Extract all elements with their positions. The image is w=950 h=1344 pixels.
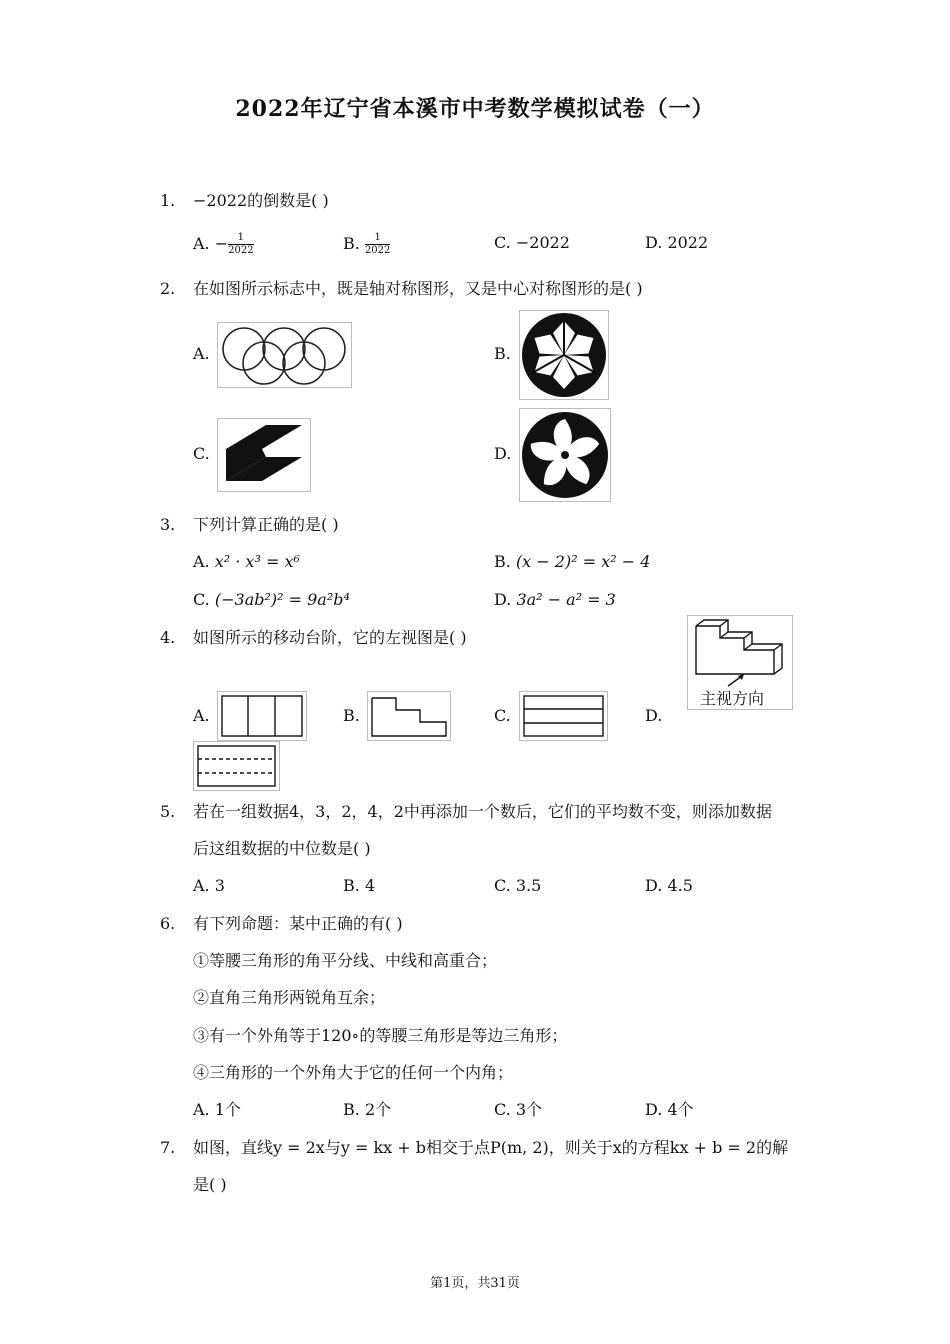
option-value: 1个 (214, 1100, 241, 1119)
option-c[interactable] (494, 1099, 542, 1121)
numerator: 1 (228, 232, 253, 245)
question-number: 5. (160, 802, 176, 821)
option-a[interactable] (193, 551, 300, 573)
question-number: 6. (160, 914, 176, 933)
option-value: 3.5 (515, 876, 542, 895)
option-d[interactable]: D. (494, 444, 512, 463)
option-label: B. (343, 876, 360, 895)
question-number: 4. (160, 628, 176, 647)
page-title: 2022年辽宁省本溪市中考数学模拟试卷（一） (235, 96, 715, 122)
option-value: 4 (364, 876, 376, 895)
numerator: 1 (365, 232, 390, 245)
proposition-item: ④三角形的一个外角大于它的任何一个内角； (193, 1063, 514, 1082)
option-label: A. (193, 234, 210, 253)
option-value: 4个 (667, 1100, 694, 1119)
question-stem: 下列计算正确的是( ) (193, 515, 339, 534)
s-logo-figure (217, 418, 311, 492)
three-panel-view-figure (217, 691, 307, 741)
denominator: 2022 (228, 245, 254, 256)
question-number: 7. (160, 1138, 176, 1157)
option-value: 2个 (364, 1100, 392, 1119)
option-c[interactable] (193, 589, 350, 611)
question-number: 3. (160, 515, 176, 534)
page-footer: 第1页，共31页 (430, 1276, 520, 1291)
option-d[interactable] (645, 232, 708, 254)
option-c[interactable] (494, 875, 541, 897)
option-value: 2022 (667, 233, 709, 252)
option-label: C. (494, 876, 511, 895)
option-label: D. (645, 876, 663, 895)
fraction (228, 232, 253, 257)
option-label: B. (343, 234, 360, 253)
option-b[interactable]: B. (494, 344, 511, 363)
proposition-item: ②直角三角形两锐角互余； (193, 988, 386, 1007)
option-a[interactable] (193, 875, 225, 897)
question-number: 1. (160, 191, 176, 210)
option-c[interactable]: C. (193, 444, 210, 463)
option-b[interactable] (343, 1099, 391, 1121)
option-d[interactable] (494, 589, 616, 611)
option-label: C. (494, 233, 511, 252)
question-stem: −2022的倒数是( ) (193, 191, 329, 210)
option-label: D. (645, 233, 663, 252)
option-a[interactable] (193, 1099, 241, 1121)
option-a[interactable]: A. (193, 344, 210, 363)
option-c[interactable]: C. (494, 706, 511, 725)
step-view-figure (367, 691, 451, 741)
option-label: A. (193, 876, 210, 895)
option-d[interactable]: D. (645, 706, 663, 725)
question-stem: 有下列命题：某中正确的有( ) (193, 914, 403, 933)
option-value: 3a² − a² = 3 (516, 590, 616, 609)
option-value: (x − 2)² = x² − 4 (515, 552, 651, 571)
question-stem: 如图，直线y = 2x与y = kx + b相交于点P(m, 2)，则关于x的方程kx + b = 2的解 (193, 1138, 789, 1157)
option-b[interactable] (343, 875, 375, 897)
option-label: B. (343, 1100, 360, 1119)
option-c[interactable] (494, 232, 570, 254)
question-stem: 在如图所示标志中，既是轴对称图形，又是中心对称图形的是( ) (193, 279, 643, 298)
view-direction-caption: 主视方向 (700, 689, 765, 708)
fraction (365, 232, 390, 257)
option-a[interactable] (193, 232, 254, 257)
option-d[interactable] (645, 875, 693, 897)
option-a[interactable]: A. (193, 706, 210, 725)
bauhinia-logo-figure (519, 408, 611, 502)
option-b[interactable] (343, 232, 390, 257)
question-stem-line2: 是( ) (193, 1175, 227, 1194)
denominator: 2022 (364, 245, 391, 256)
option-label: D. (494, 590, 512, 609)
option-value: −2022 (515, 233, 570, 252)
option-label: B. (494, 552, 511, 571)
option-label: A. (193, 1100, 210, 1119)
option-d[interactable] (645, 1099, 694, 1121)
olympic-rings-figure (217, 322, 352, 388)
question-stem-line2: 后这组数据的中位数是( ) (193, 839, 371, 858)
question-stem: 若在一组数据4，3，2，4，2中再添加一个数后，它们的平均数不变，则添加数据 (193, 802, 772, 821)
stair-3d-figure (687, 615, 793, 710)
proposition-item: ③有一个外角等于120∘的等腰三角形是等边三角形； (193, 1026, 568, 1045)
option-label: A. (193, 552, 210, 571)
option-sign: − (214, 234, 229, 253)
option-value: 4.5 (667, 876, 693, 895)
question-number: 2. (160, 279, 176, 298)
option-label: C. (494, 1100, 511, 1119)
option-value: 3个 (515, 1100, 543, 1119)
question-stem: 如图所示的移动台阶，它的左视图是( ) (193, 628, 467, 647)
option-b[interactable] (494, 551, 650, 573)
option-label: C. (193, 590, 210, 609)
proposition-item: ①等腰三角形的角平分线、中线和高重合； (193, 951, 498, 970)
horizontal-lines-view-figure (519, 691, 608, 741)
option-value: 3 (214, 876, 225, 895)
option-value: x² · x³ = x⁶ (214, 552, 300, 571)
option-label: D. (645, 1100, 663, 1119)
star-logo-figure (519, 310, 609, 400)
dashed-lines-view-figure (193, 741, 280, 791)
option-b[interactable]: B. (343, 706, 360, 725)
option-value: (−3ab²)² = 9a²b⁴ (214, 590, 350, 609)
